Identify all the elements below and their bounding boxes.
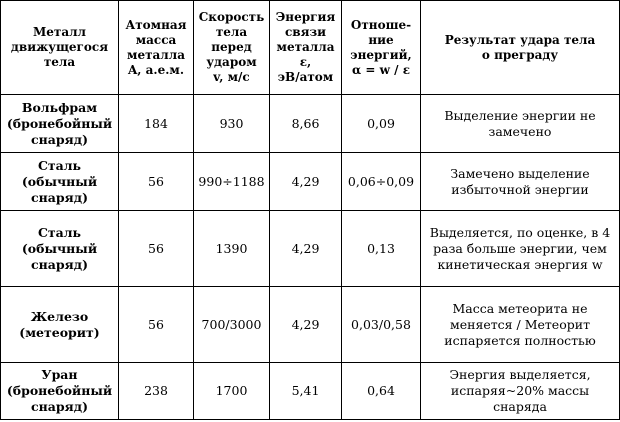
table-row — [1, 211, 620, 287]
header-impact-result: Результат удара тела о преграду — [421, 1, 620, 95]
header-energy-ratio: Отноше- ние энергий, α = w / ε — [342, 1, 421, 95]
energy-ratio-cell: 0,06÷0,09 — [342, 153, 421, 211]
metal-cell: Уран (бронебойный снаряд) — [1, 363, 119, 420]
speed-cell: 930 — [194, 95, 270, 153]
header-atomic-mass: Атомная масса металла A, а.е.м. — [119, 1, 194, 95]
impact-result-cell: Энергия выделяется, испаряя~20% массы снаряда — [421, 363, 620, 420]
impact-result-cell: Выделение энергии не замечено — [421, 95, 620, 153]
metal-cell: Железо (метеорит) — [1, 287, 119, 363]
energy-ratio-cell: 0,64 — [342, 363, 421, 420]
atomic-mass-cell: 56 — [119, 287, 194, 363]
atomic-mass-cell: 56 — [119, 211, 194, 287]
energy-ratio-cell: 0,09 — [342, 95, 421, 153]
impact-result-cell: Выделяется, по оценке, в 4 раза больше энергии, чем кинетическая энергия w — [421, 211, 620, 287]
header-speed: Скорость тела перед ударом v, м/с — [194, 1, 270, 95]
binding-energy-cell: 4,29 — [270, 287, 342, 363]
table-row — [1, 287, 620, 363]
speed-cell: 1700 — [194, 363, 270, 420]
speed-cell: 990÷1188 — [194, 153, 270, 211]
header-metal: Металл движущегося тела — [1, 1, 119, 95]
energy-ratio-cell: 0,13 — [342, 211, 421, 287]
metal-cell: Сталь (обычный снаряд) — [1, 211, 119, 287]
impact-result-cell: Замечено выделение избыточной энергии — [421, 153, 620, 211]
binding-energy-cell: 8,66 — [270, 95, 342, 153]
header-binding-energy: Энергия связи металла ε, эВ/атом — [270, 1, 342, 95]
table-row — [1, 363, 620, 420]
table-row — [1, 95, 620, 153]
binding-energy-cell: 4,29 — [270, 153, 342, 211]
metal-cell: Сталь (обычный снаряд) — [1, 153, 119, 211]
binding-energy-cell: 5,41 — [270, 363, 342, 420]
speed-cell: 1390 — [194, 211, 270, 287]
metal-cell: Вольфрам (бронебойный снаряд) — [1, 95, 119, 153]
speed-cell: 700/3000 — [194, 287, 270, 363]
binding-energy-cell: 4,29 — [270, 211, 342, 287]
atomic-mass-cell: 184 — [119, 95, 194, 153]
atomic-mass-cell: 56 — [119, 153, 194, 211]
impact-result-cell: Масса метеорита не меняется / Метеорит испаряется полностью — [421, 287, 620, 363]
atomic-mass-cell: 238 — [119, 363, 194, 420]
table-row — [1, 153, 620, 211]
energy-ratio-cell: 0,03/0,58 — [342, 287, 421, 363]
header-row — [1, 1, 620, 95]
